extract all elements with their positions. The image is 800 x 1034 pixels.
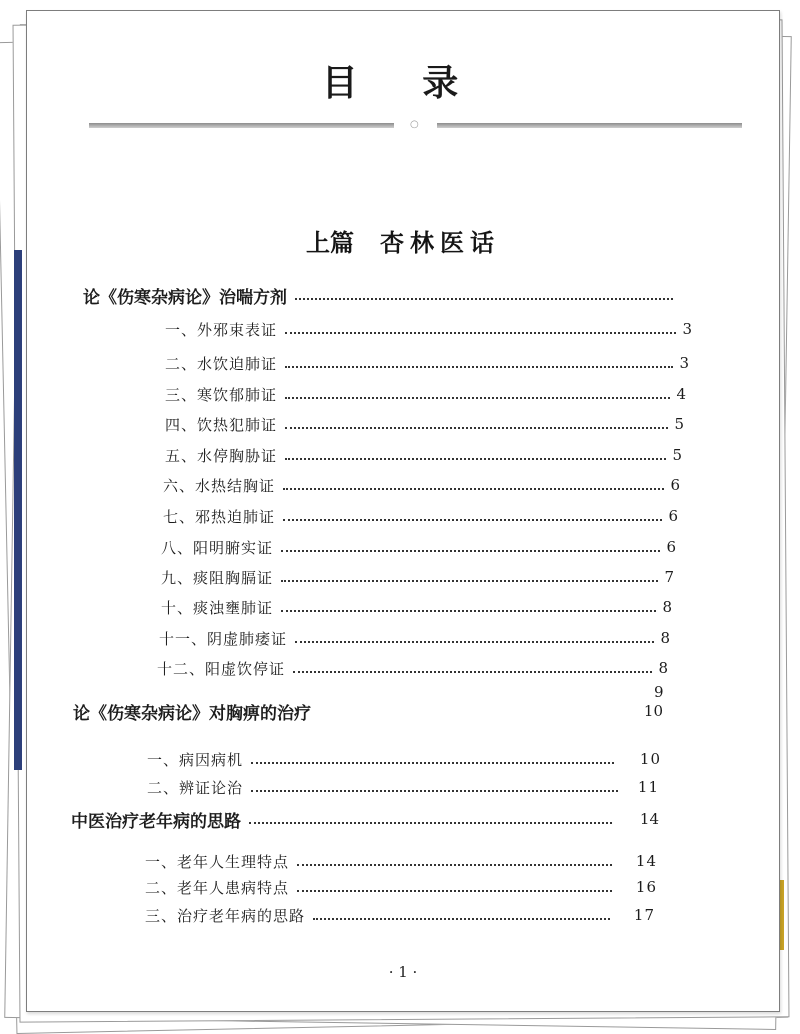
- toc-item[interactable]: 二、水饮迫肺证 3: [165, 354, 690, 373]
- toc-item[interactable]: 九、痰阻胸膈证 7: [161, 568, 675, 587]
- page-number: 8: [658, 659, 669, 677]
- page-title: 目 录: [321, 62, 485, 104]
- toc-item[interactable]: 一、外邪束表证 3: [165, 320, 693, 339]
- page-number: 14: [639, 810, 659, 828]
- toc-section-1[interactable]: [83, 283, 679, 307]
- title-rule-left: [89, 123, 394, 128]
- page-number: 6: [670, 476, 681, 494]
- toc-item[interactable]: 二、辨证论治 11: [147, 778, 659, 797]
- section-title: 论《伤寒杂病论》对胸痹的治疗: [73, 703, 311, 724]
- toc-item[interactable]: 七、邪热迫肺证 6: [163, 507, 679, 526]
- page-number: 6: [666, 538, 677, 556]
- page-number: 16: [635, 878, 657, 896]
- part-name: 杏林医话: [380, 228, 500, 257]
- book-cover-edge: [14, 250, 22, 770]
- toc-item[interactable]: 三、治疗老年病的思路 17: [145, 906, 655, 925]
- toc-item[interactable]: 十、痰浊壅肺证 8: [161, 598, 673, 617]
- toc-section-3[interactable]: [71, 807, 659, 831]
- page-number: 5: [672, 446, 683, 464]
- part-head: 上篇: [306, 228, 354, 257]
- toc-item[interactable]: 六、水热结胸证 6: [163, 476, 681, 495]
- section-title: 中医治疗老年病的思路: [71, 811, 241, 832]
- page-number-orphan: 9: [654, 683, 664, 701]
- page-number: 7: [664, 568, 675, 586]
- toc-item[interactable]: 一、病因病机 10: [147, 750, 661, 769]
- toc-item[interactable]: 八、阳明腑实证 6: [161, 538, 677, 557]
- page-number: 11: [637, 778, 659, 796]
- title-ornament: ○: [410, 119, 419, 130]
- toc-item[interactable]: 五、水停胸胁证 5: [165, 446, 683, 465]
- title-rule-right: [437, 123, 742, 128]
- dot-leader: [295, 298, 673, 300]
- page-number: 3: [679, 354, 690, 372]
- page-number: 10: [639, 750, 661, 768]
- page-number: 14: [635, 852, 657, 870]
- toc-item[interactable]: 三、寒饮郁肺证 4: [165, 385, 687, 404]
- page-number: 5: [674, 415, 685, 433]
- section-title: 论《伤寒杂病论》治喘方剂: [83, 287, 287, 308]
- page-number: 10: [643, 702, 663, 720]
- page-number: 3: [682, 320, 693, 338]
- page-number: 8: [660, 629, 671, 647]
- part-title: [27, 223, 779, 258]
- toc-item[interactable]: 四、饮热犯肺证 5: [165, 415, 685, 434]
- page-number: 8: [662, 598, 673, 616]
- toc-section-2[interactable]: [73, 699, 663, 723]
- page-number: 6: [668, 507, 679, 525]
- page-number: 17: [633, 906, 655, 924]
- page-number: 4: [676, 385, 687, 403]
- toc-item[interactable]: 十一、阴虚肺痿证 8: [159, 629, 671, 648]
- footer-page-number: · 1 ·: [388, 963, 418, 981]
- contents-page: [26, 10, 780, 1012]
- toc-item[interactable]: 一、老年人生理特点 14: [145, 852, 657, 871]
- toc-item[interactable]: 十二、阳虚饮停证 8: [157, 659, 669, 678]
- toc-item[interactable]: 二、老年人患病特点 16: [145, 878, 657, 897]
